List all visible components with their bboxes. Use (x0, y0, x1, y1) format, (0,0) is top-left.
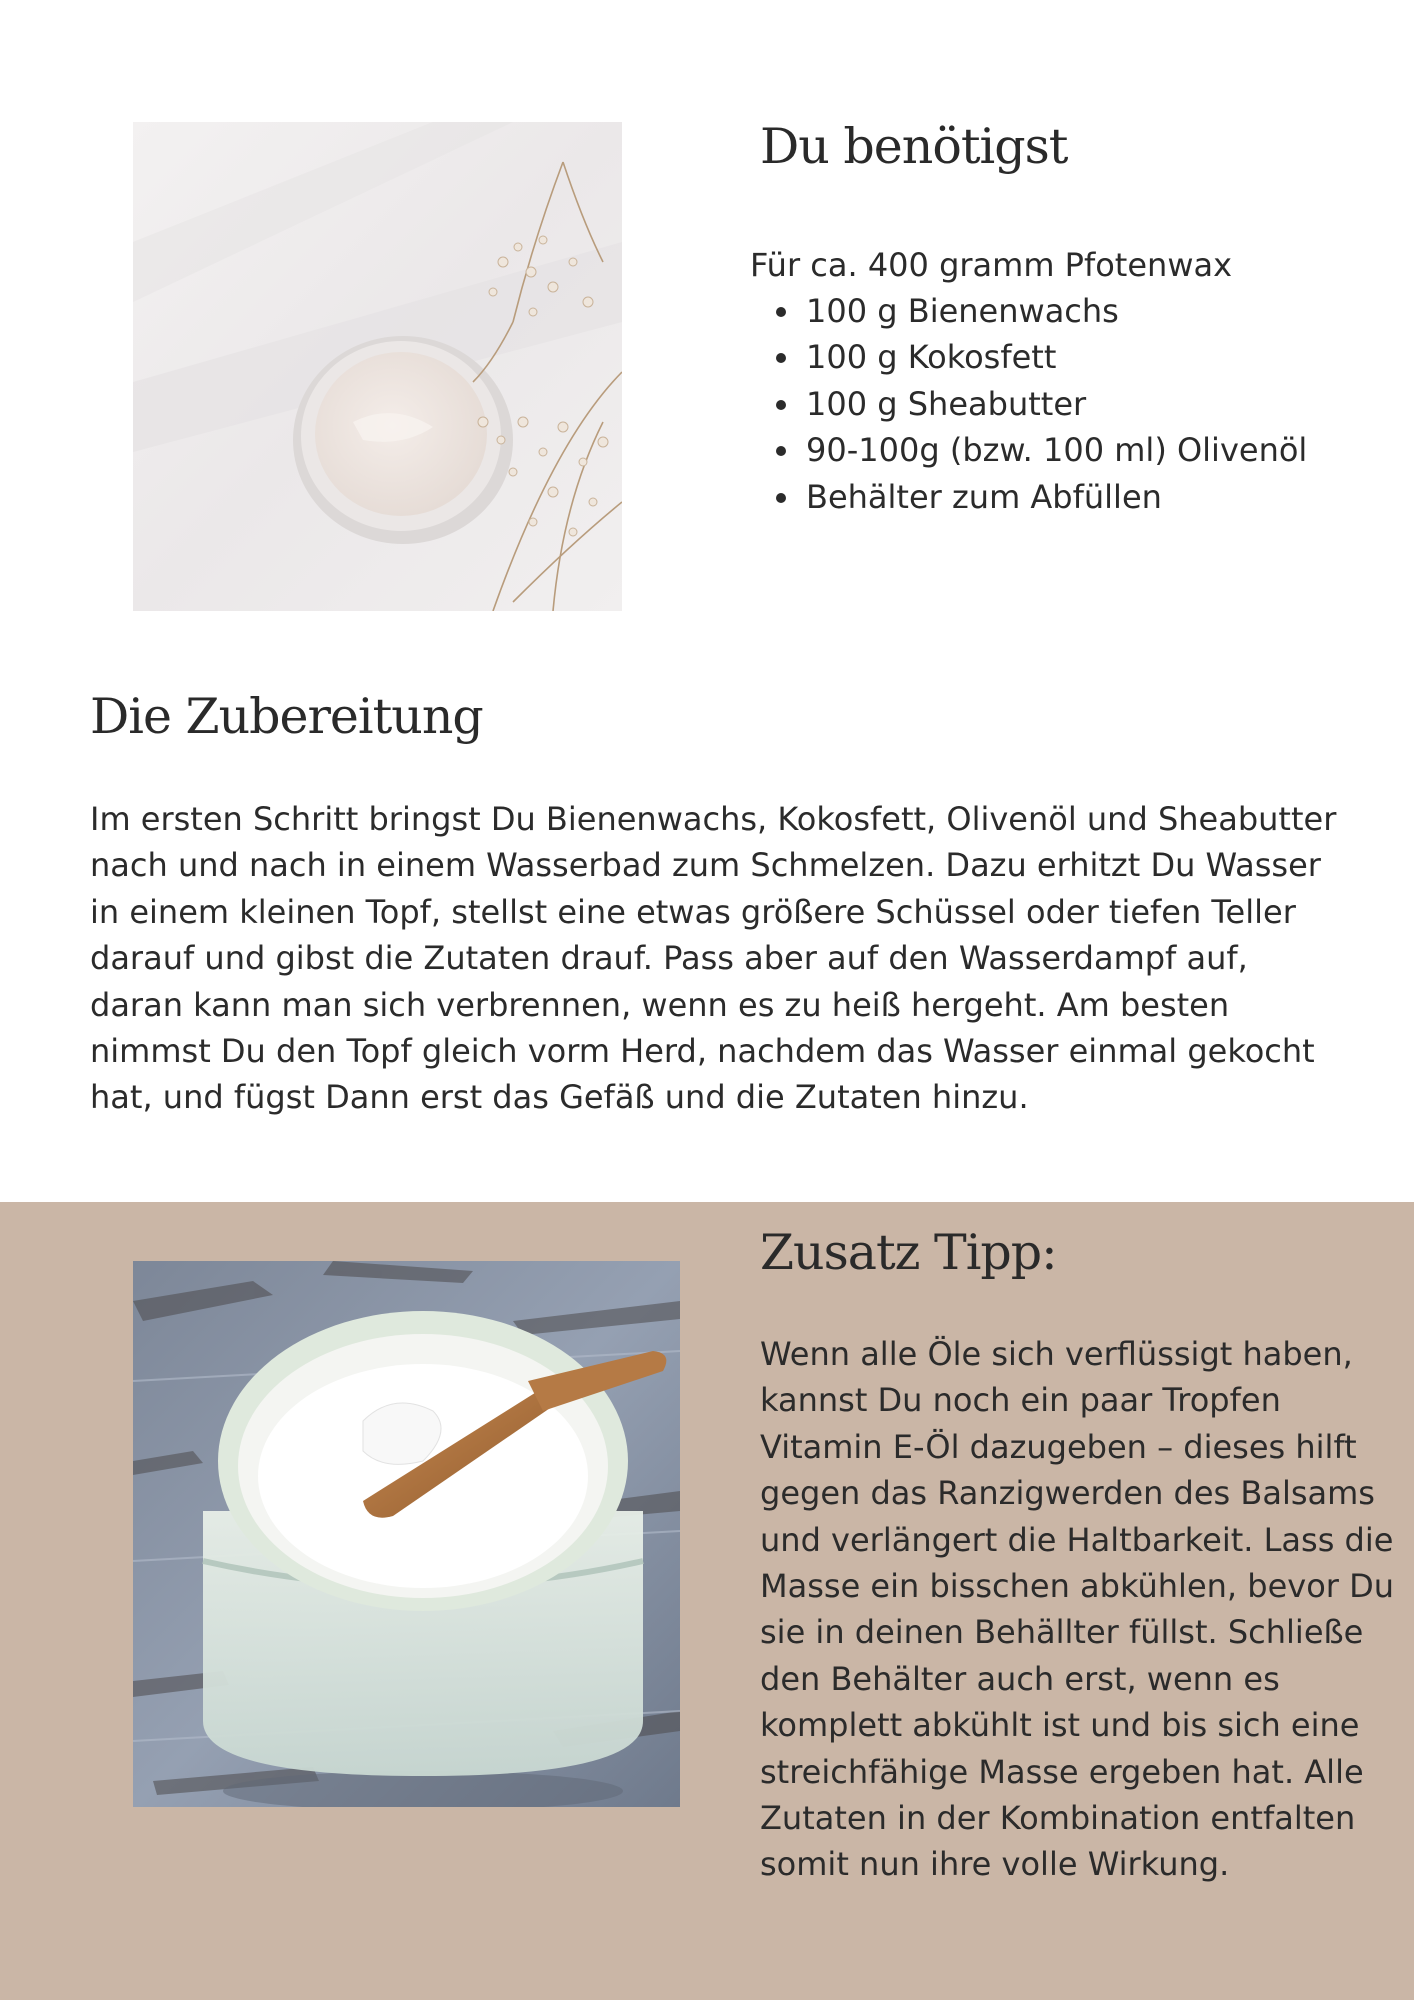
list-item: 90-100g (bzw. 100 ml) Olivenöl (806, 427, 1307, 473)
preparation-heading: Die Zubereitung (90, 688, 483, 745)
tip-heading: Zusatz Tipp: (760, 1224, 1057, 1281)
preparation-paragraph: Im ersten Schritt bringst Du Bienenwachs, Kokosfett, Olivenöl und Sheabutter nach und nach in einem Wasserbad zum Schmelzen. Dazu erhitzt Du Wasser in einem kleinen Topf, stellst eine etwas größere Schüssel oder tiefen Teller darauf und gibst die Zutaten drauf. Pass aber auf den Wasserdampf auf, daran kann man sich verbrennen, wenn es zu heiß hergeht. Am besten nimmst Du den Topf gleich vorm Herd, nachdem das Wasser einmal gekocht hat, und fügst Dann erst das Gefäß und die Zutaten hinzu. (90, 800, 1337, 1117)
list-item: 100 g Bienenwachs (806, 288, 1307, 334)
ingredients-list (750, 288, 1307, 520)
tip-paragraph: Wenn alle Öle sich verflüssigt haben, kannst Du noch ein paar Tropfen Vitamin E-Öl dazugeben – dieses hilft gegen das Ranzigwerden des Balsams und verlängert die Haltbarkeit. Lass die Masse ein bisschen abkühlen, bevor Du sie in deinen Behällter füllst. Schließe den Behälter auch erst, wenn es komplett abkühlt ist und bis sich eine streichfähige Masse ergeben hat. Alle Zutaten in der Kombination entfalten somit nun ihre volle Wirkung. (760, 1335, 1395, 1884)
list-item: 100 g Sheabutter (806, 381, 1307, 427)
coconut-oil-jar-photo (133, 1261, 680, 1807)
balm-jar-photo (133, 122, 622, 611)
list-item: 100 g Kokosfett (806, 334, 1307, 380)
ingredients-intro: Für ca. 400 gramm Pfotenwax (750, 246, 1233, 284)
list-item: Behälter zum Abfüllen (806, 474, 1307, 520)
ingredients-heading: Du benötigst (760, 118, 1068, 175)
